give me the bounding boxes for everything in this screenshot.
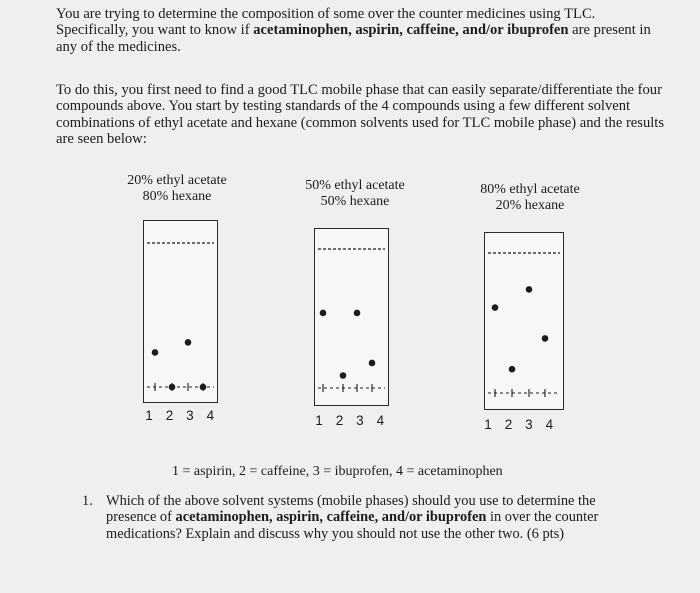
spot-lane-1 [492, 304, 499, 311]
tlc-plate-1-drawing [144, 221, 219, 404]
question-1 [82, 493, 642, 542]
tlc-plate-3-drawing [485, 233, 565, 411]
question-number: 1. [82, 493, 93, 509]
plate-3-line1: 80% ethyl acetate [480, 182, 580, 197]
spot-lane-2 [340, 372, 347, 379]
tlc-plate-2 [314, 228, 389, 406]
tlc-plate-3 [484, 232, 564, 410]
question-compounds: acetaminophen, aspirin, caffeine, and/or ibuprofen [175, 509, 487, 526]
spot-lane-4 [200, 384, 207, 391]
plate-3-line2: 20% hexane [495, 198, 565, 213]
question-text-end: in over the counter medications? Explain and discuss why you should not use the other two. (6 pts) [106, 509, 599, 542]
intro-text: You are trying to determine the composition of some over the counter medicines using TLC. Specifically, you want to know if [56, 6, 596, 39]
spot-lane-3 [526, 286, 533, 293]
plate-2-lane-labels: 1 2 3 4 [315, 413, 389, 428]
plate-3-lane-labels: 1 2 3 4 [484, 417, 558, 432]
plate-2-line2: 50% hexane [320, 194, 390, 209]
spot-lane-1 [152, 349, 159, 356]
question-text [106, 493, 642, 542]
spot-lane-3 [185, 339, 192, 346]
plate-1-line1: 20% ethyl acetate [127, 173, 227, 188]
intro-compounds: acetaminophen, aspirin, caffeine, and/or ibuprofen [253, 22, 569, 39]
spot-lane-2 [509, 366, 516, 373]
plate-1-line2: 80% hexane [142, 189, 212, 204]
question-text-start: Which of the above solvent systems (mobile phases) should you use to determine the presence of [106, 493, 596, 526]
spot-lane-3 [354, 310, 361, 317]
plate-1-lane-labels: 1 2 3 4 [145, 408, 219, 423]
compound-legend: 1 = aspirin, 2 = caffeine, 3 = ibuprofen, 4 = acetaminophen [172, 464, 503, 479]
spot-lane-1 [320, 310, 327, 317]
tlc-plate-1 [143, 220, 218, 403]
spot-lane-4 [369, 360, 376, 367]
spot-lane-4 [542, 335, 549, 342]
plate-3-condition [455, 182, 605, 214]
spot-lane-2 [169, 384, 176, 391]
method-paragraph: To do this, you first need to find a good TLC mobile phase that can easily separate/differentiate the four compounds above. You start by testing standards of the 4 compounds using a few different solvent combinations of ethyl acetate and hexane (common solvents used for TLC mobile phase) and the results are seen below: [56, 82, 665, 148]
intro-paragraph [56, 6, 668, 55]
tlc-plate-2-drawing [315, 229, 390, 407]
plate-2-condition [280, 178, 430, 210]
intro-text-end: are present in any of the medicines. [56, 22, 651, 55]
plate-1-condition [102, 173, 252, 205]
plate-2-line1: 50% ethyl acetate [305, 178, 405, 193]
